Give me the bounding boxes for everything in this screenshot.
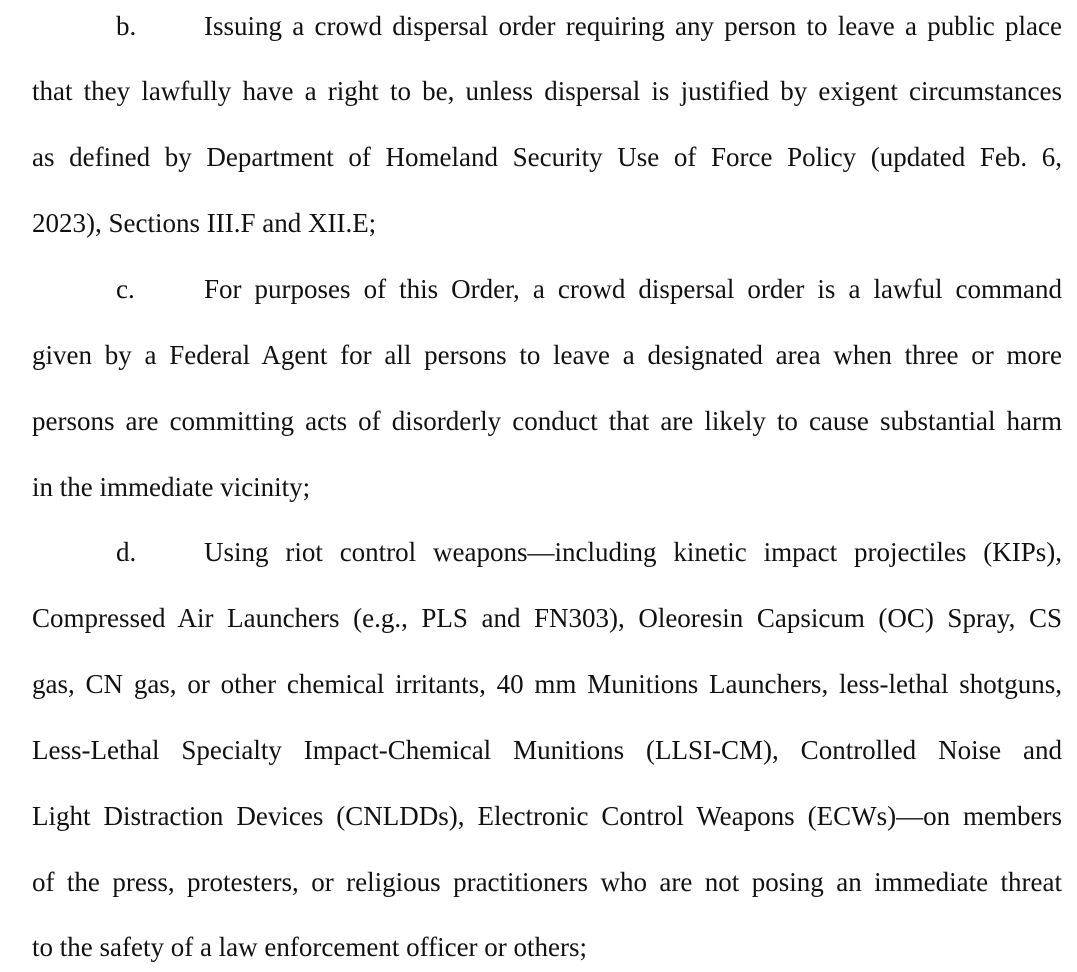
item-d-text-line: Less-Lethal Specialty Impact-Chemical Munitions (LLSI-CM), Controlled Noise and: [32, 735, 1062, 765]
item-d-text-line: gas, CN gas, or other chemical irritants, 40 mm Munitions Launchers, less-lethal shotguns,: [32, 669, 1062, 699]
item-marker: d.: [116, 537, 137, 567]
item-d-text-line: Using riot control weapons—including kinetic impact projectiles (KIPs),: [204, 537, 1062, 567]
item-c-text-line: For purposes of this Order, a crowd dispersal order is a lawful command: [204, 274, 1062, 304]
item-b-text-line: as defined by Department of Homeland Security Use of Force Policy (updated Feb. 6,: [32, 142, 1062, 172]
item-c-text-line: given by a Federal Agent for all persons to leave a designated area when three or more: [32, 340, 1062, 370]
item-marker: b.: [116, 11, 137, 41]
item-d-text-line: Compressed Air Launchers (e.g., PLS and FN303), Oleoresin Capsicum (OC) Spray, CS: [32, 603, 1062, 633]
item-d-line-1: [32, 535, 1062, 569]
item-b-text-line: 2023), Sections III.F and XII.E;: [32, 208, 377, 238]
item-b-line-1: [32, 9, 1062, 43]
item-d-text-line: of the press, protesters, or religious practitioners who are not posing an immediate threat: [32, 867, 1062, 897]
item-b-text-line: Issuing a crowd dispersal order requiring any person to leave a public place: [204, 11, 1062, 41]
item-c-text-line: persons are committing acts of disorderly conduct that are likely to cause substantial harm: [32, 406, 1062, 436]
item-c-line-1: [32, 272, 1062, 306]
item-d-text-line: Light Distraction Devices (CNLDDs), Electronic Control Weapons (ECWs)—on members: [32, 801, 1062, 831]
item-d-text-line: to the safety of a law enforcement officer or others;: [32, 932, 588, 962]
item-marker: c.: [116, 274, 135, 304]
item-c-text-line: in the immediate vicinity;: [32, 472, 311, 502]
item-b-text-line: that they lawfully have a right to be, unless dispersal is justified by exigent circumstances: [32, 76, 1062, 106]
